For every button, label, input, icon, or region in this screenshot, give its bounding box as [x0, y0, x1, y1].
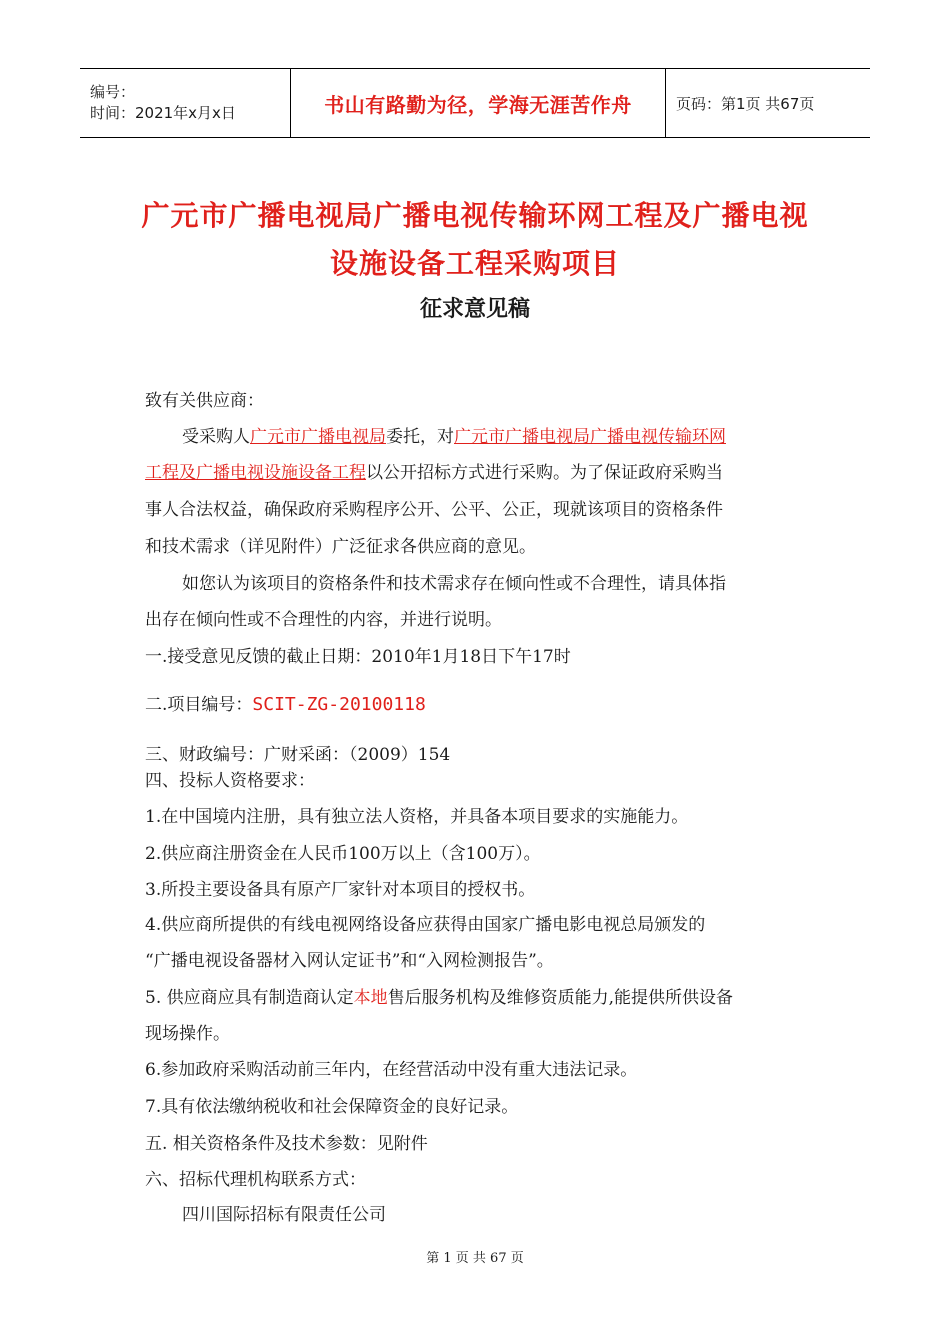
- para1-line3: 事人合法权益，确保政府采购程序公开、公平、公正，现就该项目的资格条件: [145, 500, 723, 520]
- header-meta: [80, 69, 290, 137]
- para1-prefix: 受采购人: [182, 427, 250, 447]
- item3-finance-number: 三、财政编号：广财采函：（2009）154: [145, 745, 451, 765]
- para1-mid: 委托，对: [386, 427, 454, 447]
- req5-highlight: 本地: [353, 988, 388, 1008]
- project-number-value: SCIT-ZG-20100118: [252, 694, 426, 715]
- subtitle: 征求意见稿: [419, 297, 530, 322]
- requirement-5-line2: 现场操作。: [145, 1024, 230, 1044]
- para1-line4: 和技术需求（详见附件）广泛征求各供应商的意见。: [145, 537, 536, 557]
- requirement-7: 7.具有依法缴纳税收和社会保障资金的良好记录。: [145, 1097, 519, 1117]
- requirement-4-line2: “广播电视设备器材入网认定证书”和“入网检测报告”。: [145, 951, 554, 971]
- time-label: 时间：2021年x月x日: [90, 104, 236, 122]
- header-table: [80, 68, 870, 138]
- page-footer: 第 1 页 共 67 页: [426, 1251, 524, 1266]
- header-motto-cell: [290, 69, 666, 137]
- project-link-part2[interactable]: 工程及广播电视设施设备工程: [145, 463, 366, 483]
- requirement-4-line1: 4.供应商所提供的有线电视网络设备应获得由国家广播电影电视总局颁发的: [145, 915, 706, 935]
- salutation: 致有关供应商：: [145, 391, 264, 411]
- requirement-6: 6.参加政府采购活动前三年内，在经营活动中没有重大违法记录。: [145, 1060, 638, 1080]
- title-line-2: 设施设备工程采购项目: [329, 247, 620, 280]
- item4-qualifications: 四、投标人资格要求：: [145, 771, 315, 791]
- item2-project-number: [145, 690, 426, 715]
- header-page-info: [666, 69, 870, 137]
- agency-name: 四川国际招标有限责任公司: [182, 1205, 386, 1225]
- item2-label: 二.项目编号：: [145, 695, 253, 715]
- para2-line2: 出存在倾向性或不合理性的内容，并进行说明。: [145, 610, 502, 630]
- para1-line1: [182, 422, 726, 447]
- req5-prefix: 5. 供应商应具有制造商认定: [145, 988, 354, 1008]
- requirement-1: 1.在中国境内注册，具有独立法人资格，并具备本项目要求的实施能力。: [145, 807, 689, 827]
- purchaser-link[interactable]: 广元市广播电视局: [250, 427, 386, 447]
- requirement-3: 3.所投主要设备具有原产厂家针对本项目的授权书。: [145, 880, 536, 900]
- req5-suffix: 售后服务机构及维修资质能力,能提供所供设备: [387, 988, 734, 1008]
- item1-deadline: 一.接受意见反馈的截止日期：2010年1月18日下午17时: [145, 647, 571, 667]
- motto: 书山有路勤为径，学海无涯苦作舟: [324, 92, 632, 117]
- para1-rest1: 以公开招标方式进行采购。为了保证政府采购当: [366, 463, 723, 483]
- page-info: 页码：第1页 共67页: [676, 94, 815, 113]
- para2-line1: 如您认为该项目的资格条件和技术需求存在倾向性或不合理性，请具体指: [182, 574, 726, 594]
- requirement-2: 2.供应商注册资金在人民币100万以上（含100万）。: [145, 844, 541, 864]
- project-link-part1[interactable]: 广元市广播电视局广播电视传输环网: [454, 427, 726, 447]
- para1-line2: [145, 458, 723, 483]
- requirement-5-line1: [145, 983, 733, 1008]
- title-line-1: 广元市广播电视局广播电视传输环网工程及广播电视: [141, 199, 809, 232]
- item6-contact: 六、招标代理机构联系方式：: [145, 1170, 366, 1190]
- item5-attachment: 五. 相关资格条件及技术参数：见附件: [145, 1134, 428, 1154]
- number-label: 编号：: [90, 83, 136, 101]
